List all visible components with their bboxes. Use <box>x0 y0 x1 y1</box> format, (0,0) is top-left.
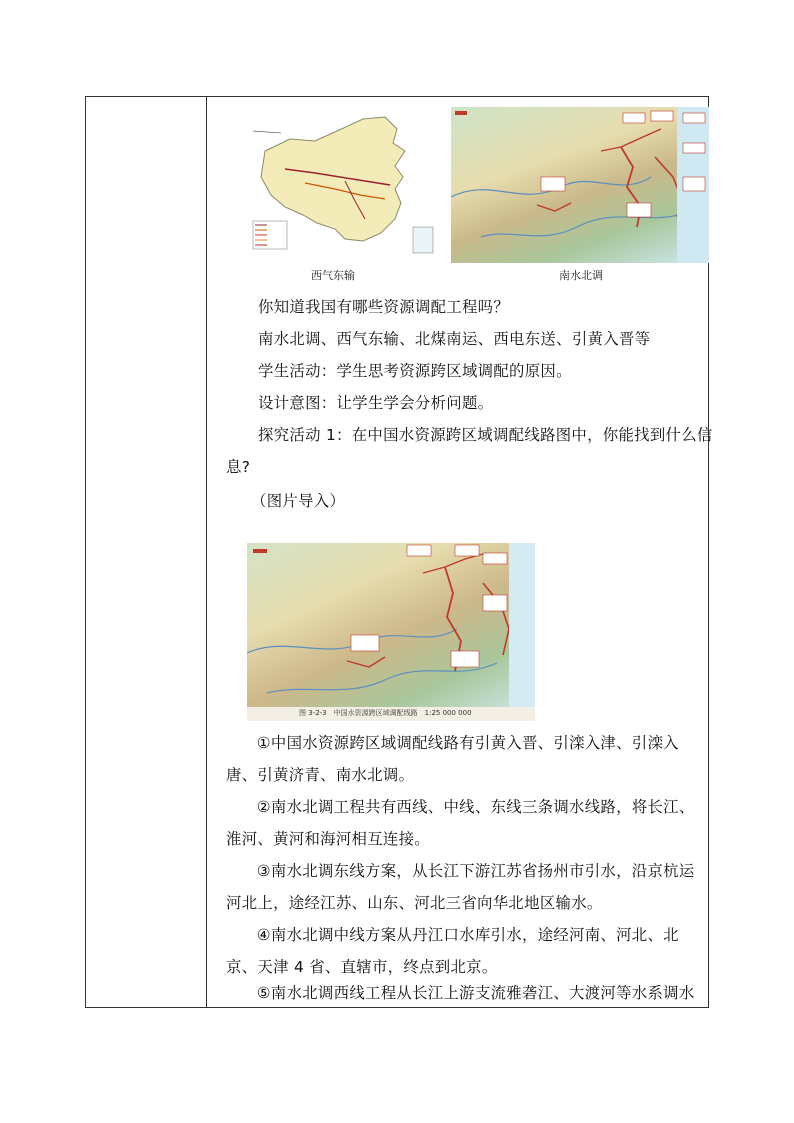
image-import-line: （图片导入） <box>251 492 346 510</box>
nanshui-illustration <box>451 107 709 263</box>
answer-line: 南水北调、西气东输、北煤南运、西电东送、引黄入晋等 <box>258 330 651 348</box>
point-4: ④南水北调中线方案从丹江口水库引水，途经河南、河北、北京、天津 4 省、直辖市，终点到北京。 <box>226 926 679 976</box>
explore-line-1: 探究活动 1：在中国水资源跨区域调配线路图中，你能找到什么信 <box>258 426 713 444</box>
china-map-illustration <box>245 111 437 261</box>
point-5: ⑤南水北调西线工程从长江上游支流雅砻江、大渡河等水系调水 <box>256 984 695 1002</box>
route-map-caption: 图 3-2-3 中国水资源跨区域调配线路 1:25 000 000 <box>299 709 472 717</box>
point-3: ③南水北调东线方案，从长江下游江苏省扬州市引水，沿京杭运河北上，途经江苏、山东、河北三省向华北地区输水。 <box>226 862 695 912</box>
lesson-table <box>85 96 713 1008</box>
point-2: ②南水北调工程共有西线、中线、东线三条调水线路，将长江、淮河、黄河和海河相互连接。 <box>226 798 695 848</box>
intent-line: 设计意图：让学生学会分析问题。 <box>258 394 494 412</box>
point-1: ①中国水资源跨区域调配线路有引黄入晋、引滦入津、引滦入唐、引黄济青、南水北调。 <box>226 734 679 784</box>
content-cell <box>207 97 713 1007</box>
explore-line-2: 息? <box>226 458 251 476</box>
nanshui-caption: 南水北调 <box>559 269 603 282</box>
water-route-illustration <box>247 543 535 721</box>
xiqi-map <box>245 111 437 261</box>
xiqi-caption: 西气东输 <box>311 269 355 282</box>
question-line: 你知道我国有哪些资源调配工程吗？ <box>258 298 510 316</box>
activity-line: 学生活动：学生思考资源跨区域调配的原因。 <box>258 362 572 380</box>
water-route-map <box>247 543 535 721</box>
nanshui-map <box>451 107 709 263</box>
